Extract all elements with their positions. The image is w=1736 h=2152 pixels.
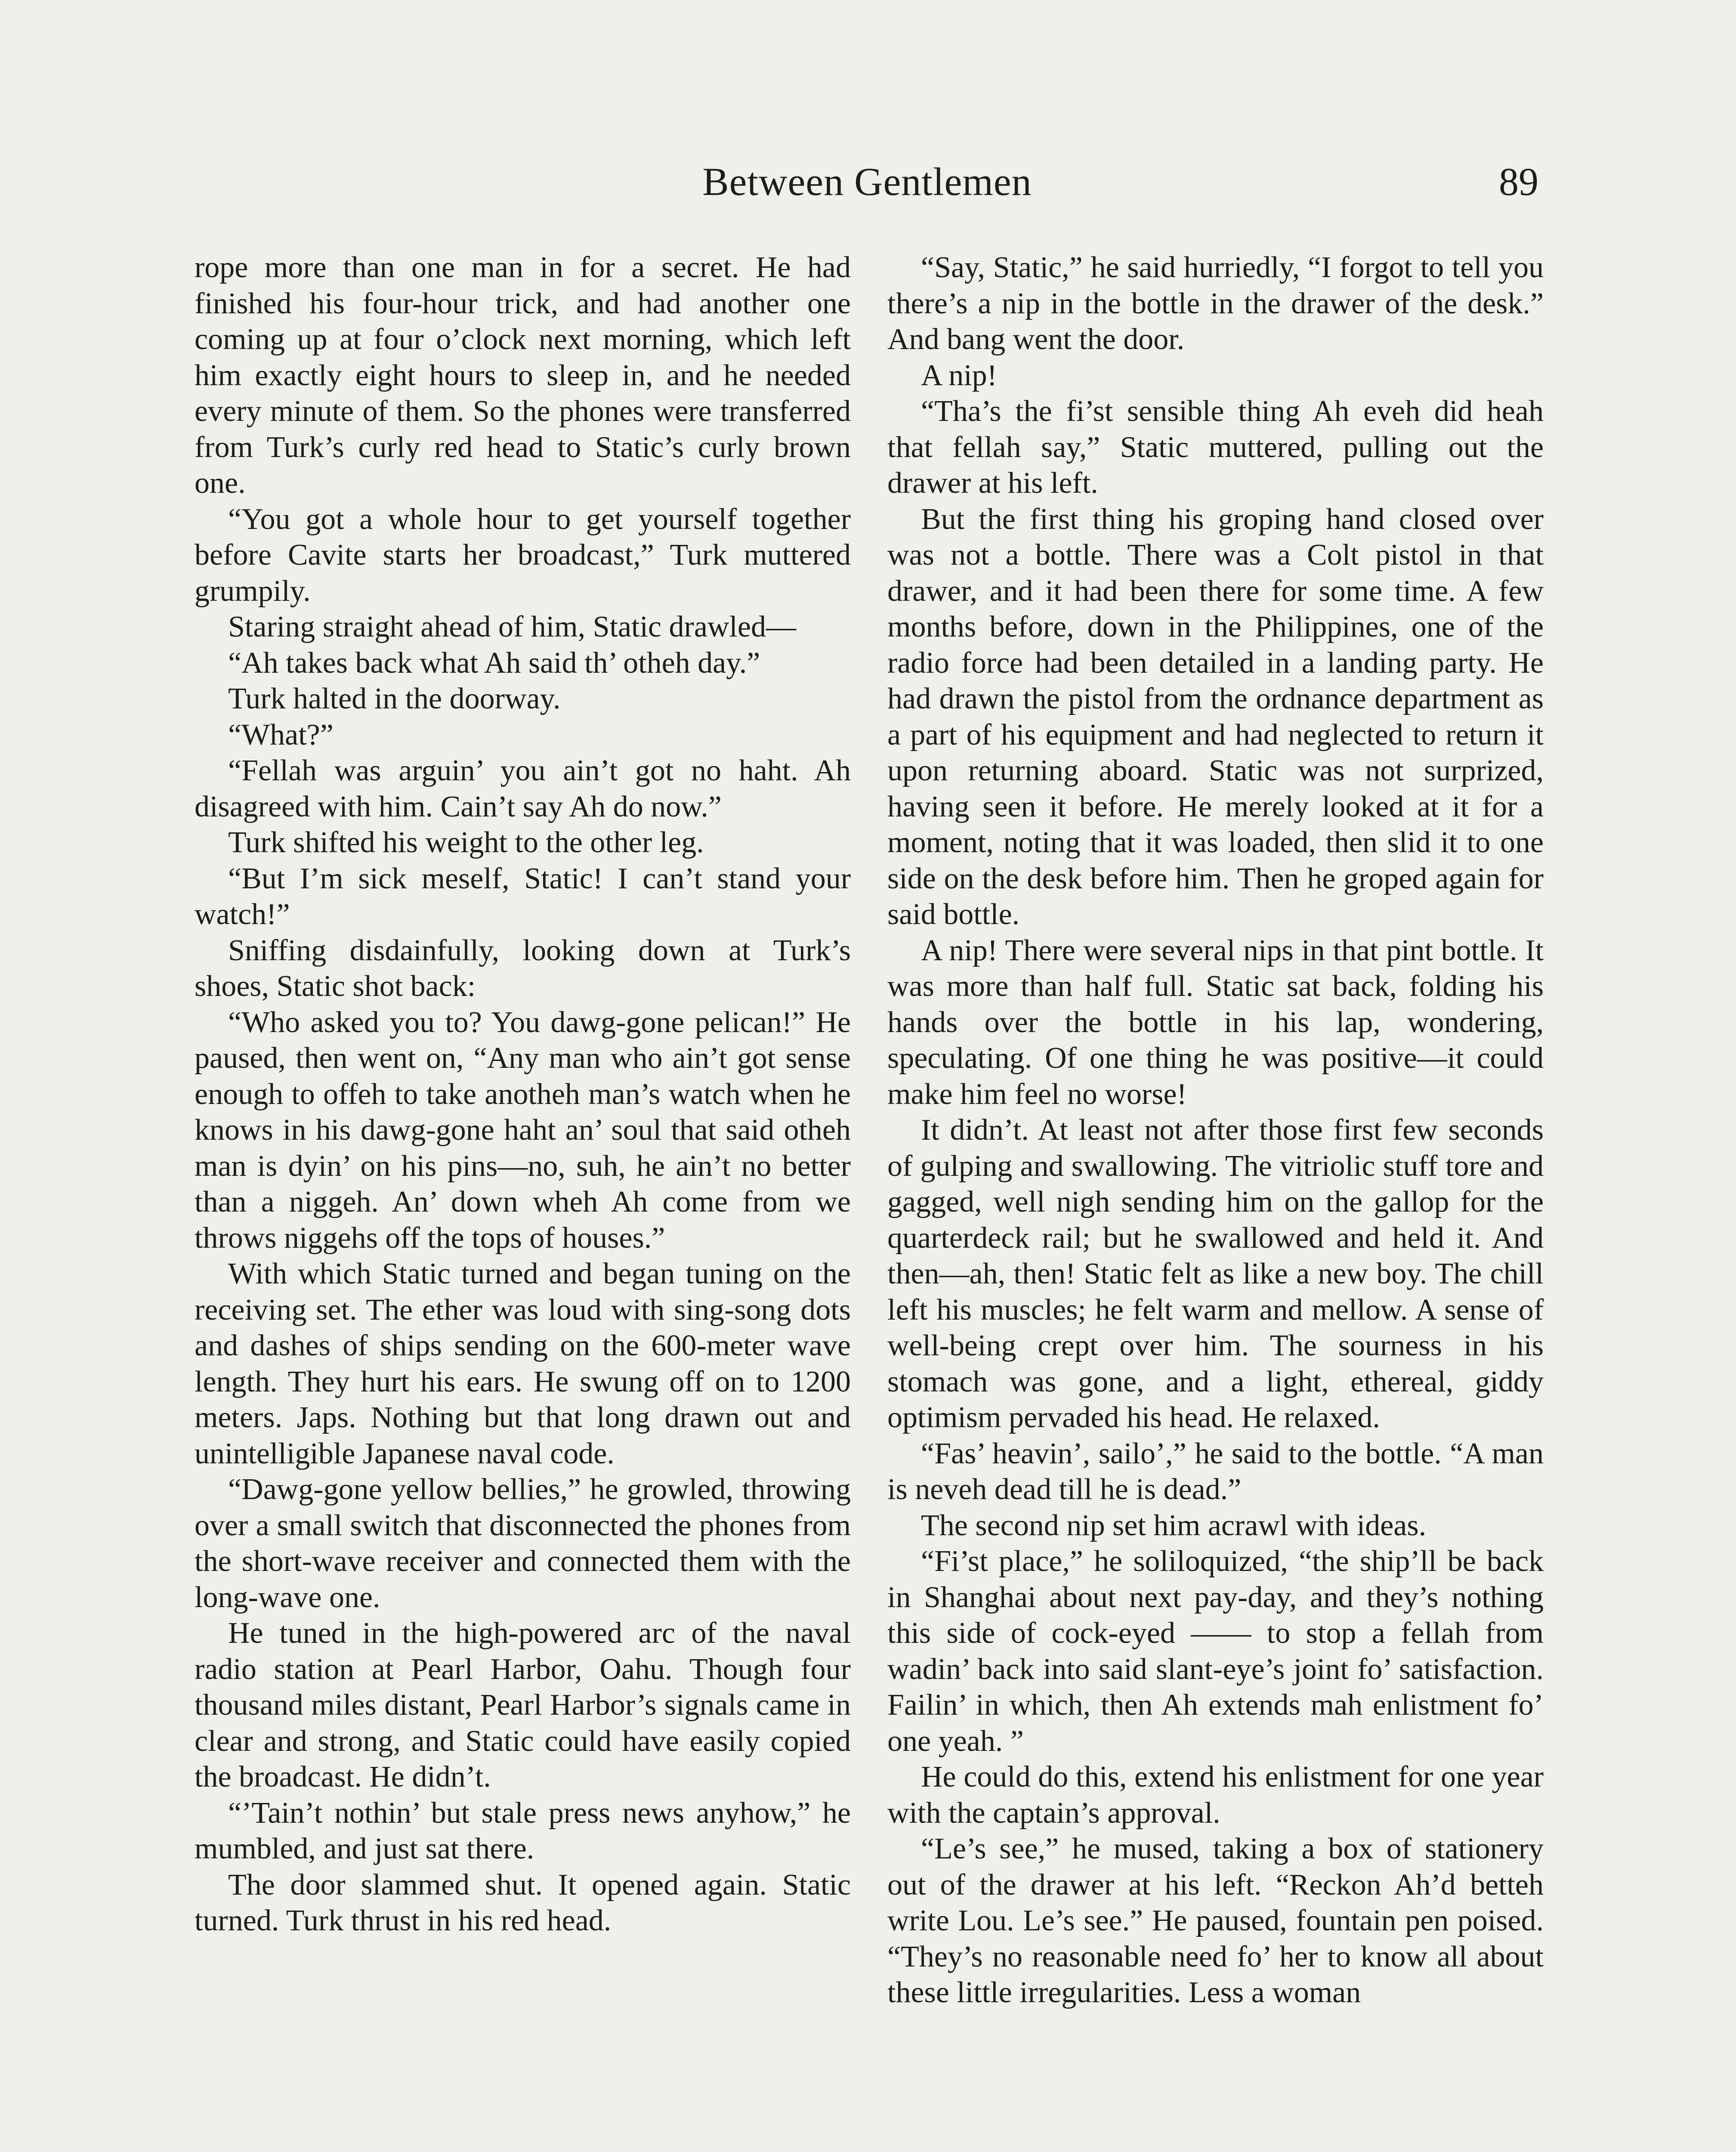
running-head [196, 156, 1538, 207]
paragraph: “Tha’s the fi’st sensible thing Ah eveh did heah that fellah say,” Static muttered, pulling out the drawer at his left. [887, 395, 1544, 500]
paragraph: He could do this, extend his enlistment for one year with the captain’s approval. [887, 1760, 1544, 1830]
paragraph: “Dawg-gone yellow bellies,” he growled, throwing over a small switch that disconnected the phones from the short-wave receiver and connected them with the long-wave one. [195, 1473, 851, 1614]
paragraph: Sniffing disdainfully, looking down at Turk’s shoes, Static shot back: [195, 934, 851, 1003]
paragraph: “Fellah was arguin’ you ain’t got no haht. Ah disagreed with him. Cain’t say Ah do now.” [195, 754, 851, 823]
paragraph: A nip! There were several nips in that pint bottle. It was more than half full. Static sat back, folding his hands over the bottle in his lap, wondering, speculating. Of one thing he was positive—it could make him feel no worse! [887, 934, 1544, 1111]
paragraph: “Fi’st place,” he soliloquized, “the ship’ll be back in Shanghai about next pay-day, and they’s nothing this side of cock-eyed —— to stop a fellah from wadin’ back into said slant-eye’s joint fo’ satisfaction. Failin’ in which, then Ah extends mah enlistment fo’ one yeah. ” [887, 1545, 1544, 1758]
text-column-right [887, 250, 1544, 2011]
paragraph: The door slammed shut. It opened again. Static turned. Turk thrust in his red head. [195, 1868, 851, 1937]
paragraph: Staring straight ahead of him, Static drawled— [228, 610, 796, 643]
paragraph: “Ah takes back what Ah said th’ otheh day.” [228, 646, 760, 680]
paragraph: It didn’t. At least not after those first few seconds of gulping and swallowing. The vitriolic stuff tore and gagged, well nigh sending him on the gallop for the quarterdeck rail; but he swallowed and held it. And then—ah, then! Static felt as like a new boy. The chill left his muscles; he felt warm and mellow. A sense of well-being crept over him. The sourness in his stomach was gone, and a light, ethereal, giddy optimism pervaded his head. He relaxed. [887, 1113, 1544, 1434]
paragraph: A nip! [921, 359, 997, 392]
page-number: 89 [1499, 160, 1538, 204]
paragraph: Turk shifted his weight to the other leg. [228, 826, 704, 859]
paragraph: The second nip set him acrawl with ideas. [921, 1509, 1427, 1542]
paragraph: “What?” [228, 718, 334, 751]
paragraph: rope more than one man in for a secret. He had finished his four-hour trick, and had another one coming up at four o’clock next morning, which left him exactly eight hours to sleep in, and he needed every minute of them. So the phones were transferred from Turk’s curly red head to Static’s curly brown one. [195, 251, 851, 500]
paragraph: “’Tain’t nothin’ but stale press news anyhow,” he mumbled, and just sat there. [195, 1796, 851, 1865]
text-column-left [195, 250, 851, 1939]
paragraph: “Who asked you to? You dawg-gone pelican!” He paused, then went on, “Any man who ain’t got sense enough to offeh to take anotheh man’s watch when he knows in his dawg-gone haht an’ soul that said otheh man is dyin’ on his pins—no, suh, he ain’t no better than a niggeh. An’ down wheh Ah come from we throws niggehs off the tops of houses.” [195, 1005, 851, 1255]
paragraph: But the first thing his groping hand closed over was not a bottle. There was a Colt pistol in that drawer, and it had been there for some time. A few months before, down in the Philippines, one of the radio force had been detailed in a landing party. He had drawn the pistol from the ordnance department as a part of his equipment and had neglected to return it upon returning aboard. Static was not surprized, having seen it before. He merely looked at it for a moment, noting that it was loaded, then slid it to one side on the desk before him. Then he groped again for said bottle. [887, 502, 1544, 931]
paragraph: With which Static turned and began tuning on the receiving set. The ether was loud with sing-song dots and dashes of ships sending on the 600-meter wave length. They hurt his ears. He swung off on to 1200 meters. Japs. Nothing but that long drawn out and unintelligible Japanese naval code. [195, 1257, 851, 1470]
paragraph: “Le’s see,” he mused, taking a box of stationery out of the drawer at his left. “Reckon Ah’d betteh write Lou. Le’s see.” He paused, fountain pen poised. “They’s no reasonable need fo’ her to know all about these little irregularities. Less a woman [887, 1832, 1544, 2009]
paragraph: “Say, Static,” he said hurriedly, “I forgot to tell you there’s a nip in the bottle in the drawer of the desk.” And bang went the door. [887, 251, 1544, 356]
paragraph: He tuned in the high-powered arc of the naval radio station at Pearl Harbor, Oahu. Though four thousand miles distant, Pearl Harbor’s signals came in clear and strong, and Static could have easily copied the broadcast. He didn’t. [195, 1617, 851, 1793]
paragraph: “But I’m sick meself, Static! I can’t stand your watch!” [195, 862, 851, 931]
paragraph: Turk halted in the doorway. [228, 682, 561, 715]
paragraph: “Fas’ heavin’, sailo’,” he said to the bottle. “A man is neveh dead till he is dead.” [887, 1437, 1544, 1506]
running-title: Between Gentlemen [702, 160, 1032, 204]
paragraph: “You got a whole hour to get yourself together before Cavite starts her broadcast,” Turk muttered grumpily. [195, 502, 851, 608]
